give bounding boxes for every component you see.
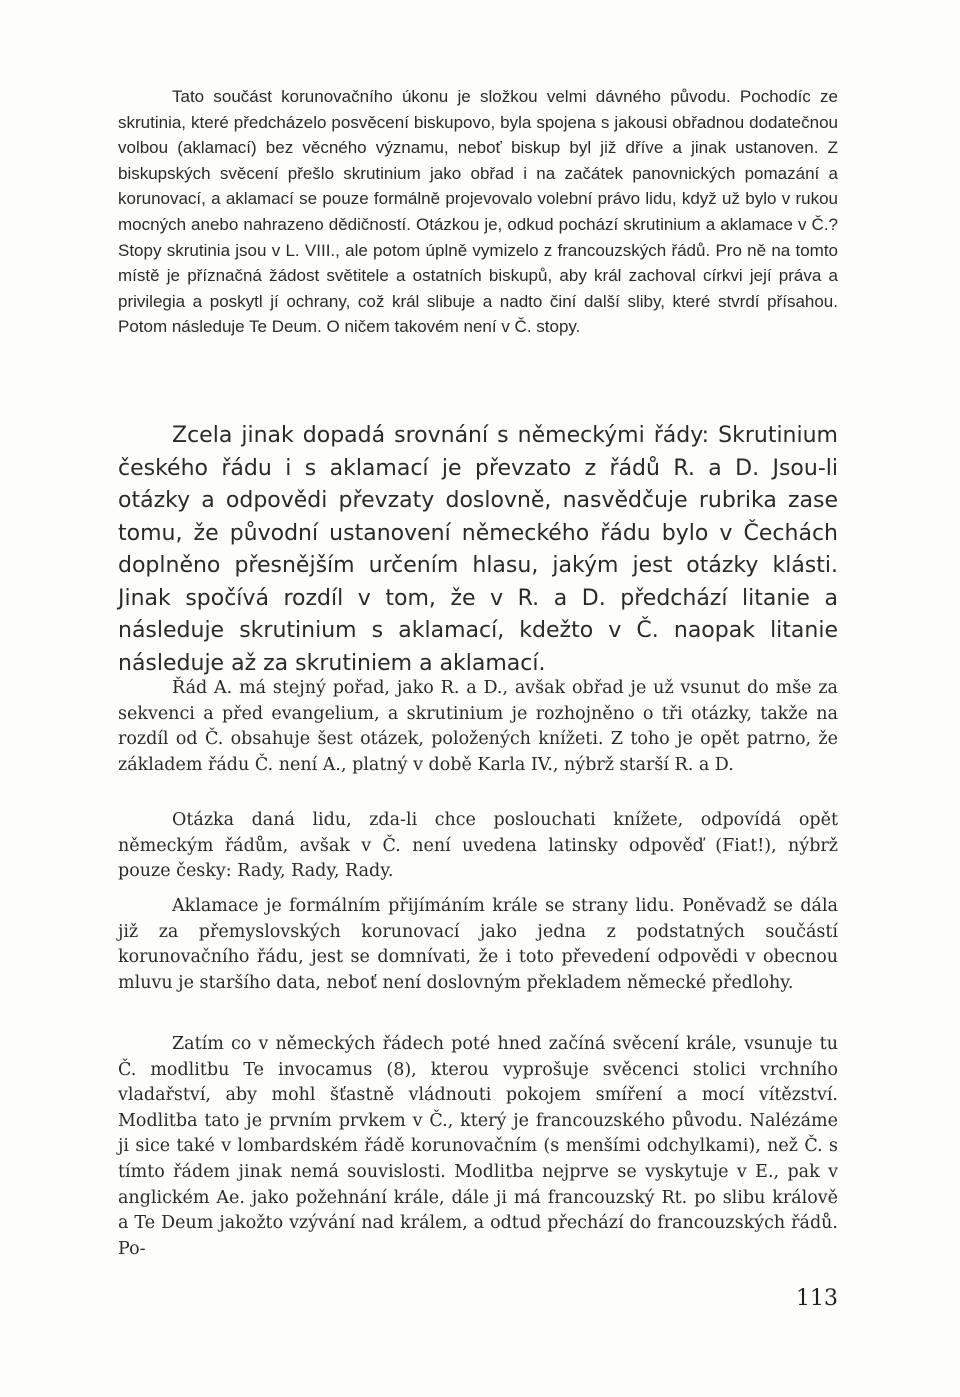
paragraph-5: Aklamace je formálním přijímáním krále se strany lidu. Poněvadž se dála již za přemyslovských korunovací jako jedna z podstatných součástí korunovačního řádu, jest se domnívati, že i toto převedení odpovědi v obecnou mluvu je staršího data, neboť není doslovným překladem německé předlohy. (118, 896, 838, 993)
paragraph-3: Řád A. má stejný pořad, jako R. a D., avšak obřad je už vsunut do mše za sekvenci a před evangelium, a skrutinium je rozhojněno o tři otázky, takže na rozdíl od Č. obsahuje šest otázek, položených knížeti. Z toho je opět patrno, že základem řádu Č. není A., platný v době Karla IV., nýbrž starší R. a D. (118, 678, 838, 775)
page-number: 113 (796, 1286, 838, 1311)
paragraph-4: Otázka daná lidu, zda-li chce poslouchati knížete, odpovídá opět německým řádům, avšak v Č. není uvedena latinsky odpověď (Fiat!), nýbrž pouze česky: Rady, Rady, Rady. (118, 810, 838, 882)
paragraph-2: Zcela jinak dopadá srovnání s německými řády: Skrutinium českého řádu i s aklamací je převzato z řádů R. a D. Jsou-li otázky a odpovědi převzaty doslovně, nasvědčuje rubrika zase tomu, že původní ustanovení německého řádu bylo v Čechách doplněno přesnějším určením hlasu, jakým jest otázky klásti. Jinak spočívá rozdíl v tom, že v R. a D. předchází litanie a následuje skrutinium s aklamací, kdežto v Č. naopak litanie následuje až za skrutiniem a aklamací. (118, 423, 838, 676)
paragraph-6: Zatím co v německých řádech poté hned začíná svěcení krále, vsunuje tu Č. modlitbu Te invocamus (8), kterou vyprošuje svěcenci stolici vrchního vladařství, aby mohl šťastně vládnouti pokojem smíření a mocí vítězství. Modlitba tato je prvním prvkem v Č., který je francouzského původu. Nalézáme ji sice také v lombardském řádě korunovačním (s menšími odchylkami), než Č. s tímto řádem jinak nemá souvislosti. Modlitba nejprve se vyskytuje v E., pak v anglickém Ae. jako požehnání krále, dále ji má francouzský Rt. po slibu králově a Te Deum jakožto vzývání nad králem, a odtud přechází do francouzských řádů. Po- (118, 1034, 838, 1259)
paragraph-1: Tato součást korunovačního úkonu je složkou velmi dávného původu. Pochodíc ze skrutinia, které předcházelo posvěcení biskupovo, byla spojena s jakousi obřadnou dodatečnou volbou (aklamací) bez věcného významu, neboť biskup byl již dříve a jinak ustanoven. Z biskupských svěcení přešlo skrutinium jako obřad i na začátek panovnických pomazání a korunovací, a aklamací se pouze formálně projevovalo volební právo lidu, když už bylo v rukou mocných anebo nahrazeno dědičností. Otázkou je, odkud pochází skrutinium a aklamace v Č.? Stopy skrutinia jsou v L. VIII., ale potom úplně vymizelo z francouzských řádů. Pro ně na tomto místě je příznačná žádost světitele a ostatních biskupů, aby král zachoval církvi její práva a privilegia a poskytl jí ochrany, což král slibuje a nadto činí další sliby, které stvrdí přísahou. Potom následuje Te Deum. O ničem takovém není v Č. stopy. (118, 87, 838, 337)
